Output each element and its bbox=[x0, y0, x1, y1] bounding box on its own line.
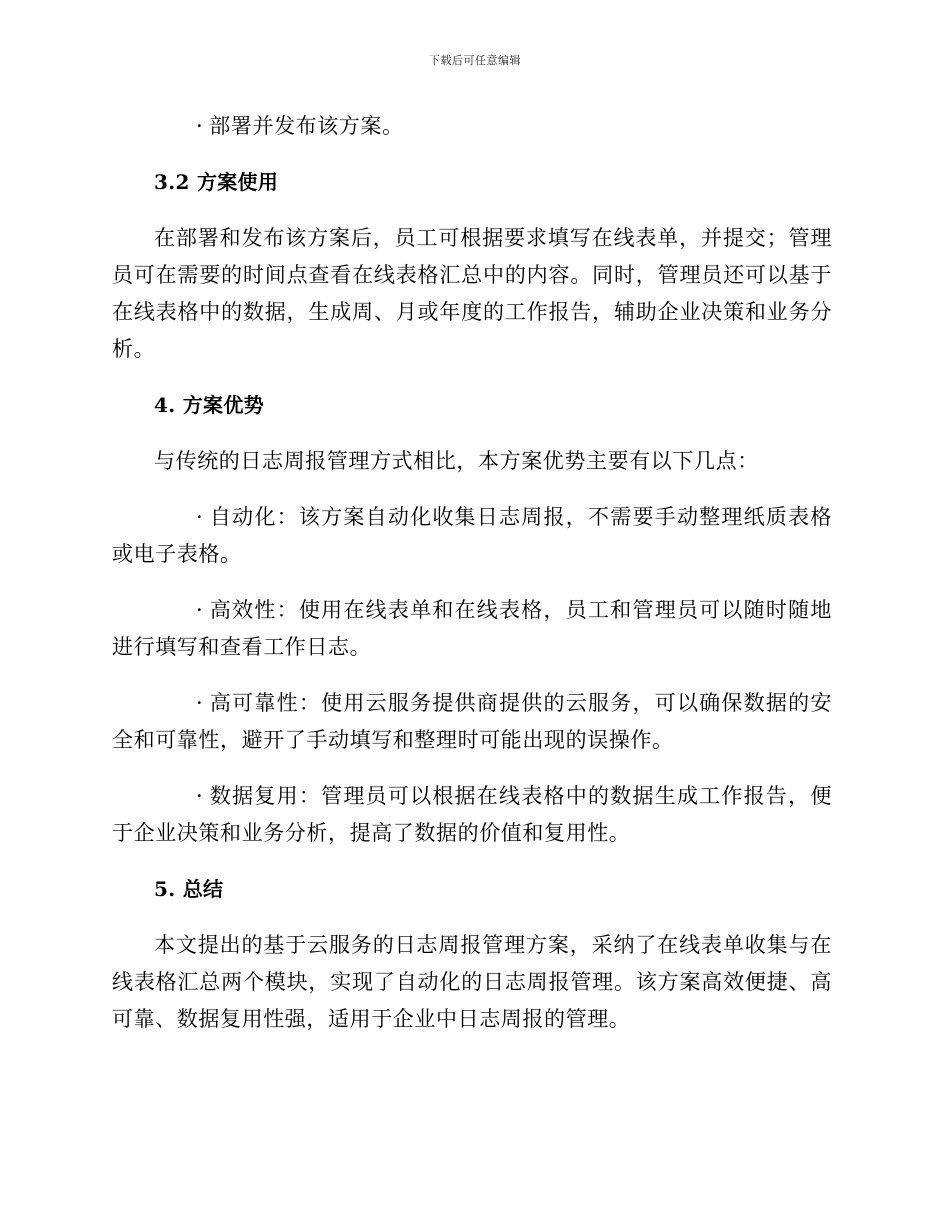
section-heading-5: 5. 总结 bbox=[154, 877, 224, 901]
bullet-text: 部署并发布该方案。 bbox=[209, 114, 404, 138]
paragraph-summary: 本文提出的基于云服务的日志周报管理方案，采纳了在线表单收集与在线表格汇总两个模块，实现了自动化的日志周报管理。该方案高效便捷、高可靠、数据复用性强，适用于企业中日志周报的管理。 bbox=[112, 933, 832, 1031]
bullet-data-reuse bbox=[112, 778, 832, 852]
bullet-symbol: · bbox=[196, 598, 204, 622]
bullet-symbol: · bbox=[196, 505, 204, 529]
bullet-text: 高效性：使用在线表单和在线表格，员工和管理员可以随时随地进行填写和查看工作日志。 bbox=[112, 598, 832, 659]
bullet-reliability bbox=[112, 685, 832, 759]
bullet-efficiency bbox=[112, 592, 832, 666]
bullet-symbol: · bbox=[196, 784, 204, 808]
page-header: 下载后可任意编辑 bbox=[429, 54, 521, 67]
section-heading-4: 4. 方案优势 bbox=[154, 393, 264, 417]
bullet-text: 自动化：该方案自动化收集日志周报，不需要手动整理纸质表格或电子表格。 bbox=[112, 505, 832, 566]
bullet-symbol: · bbox=[196, 114, 204, 138]
bullet-automation bbox=[112, 499, 832, 573]
document-body bbox=[112, 108, 832, 1057]
bullet-text: 高可靠性：使用云服务提供商提供的云服务，可以确保数据的安全和可靠性，避开了手动填写和整理时可能出现的误操作。 bbox=[112, 691, 832, 752]
paragraph-advantages-intro: 与传统的日志周报管理方式相比，本方案优势主要有以下几点： bbox=[154, 449, 759, 473]
bullet-text: 数据复用：管理员可以根据在线表格中的数据生成工作报告，便于企业决策和业务分析，提高了数据的价值和复用性。 bbox=[112, 784, 832, 845]
bullet-deploy bbox=[112, 108, 832, 145]
paragraph-usage: 在部署和发布该方案后，员工可根据要求填写在线表单，并提交；管理员可在需要的时间点查看在线表格汇总中的内容。同时，管理员还可以基于在线表格中的数据，生成周、月或年度的工作报告，辅助企业决策和业务分析。 bbox=[112, 226, 832, 361]
bullet-symbol: · bbox=[196, 691, 204, 715]
section-heading-3-2: 3.2 方案使用 bbox=[154, 170, 279, 194]
